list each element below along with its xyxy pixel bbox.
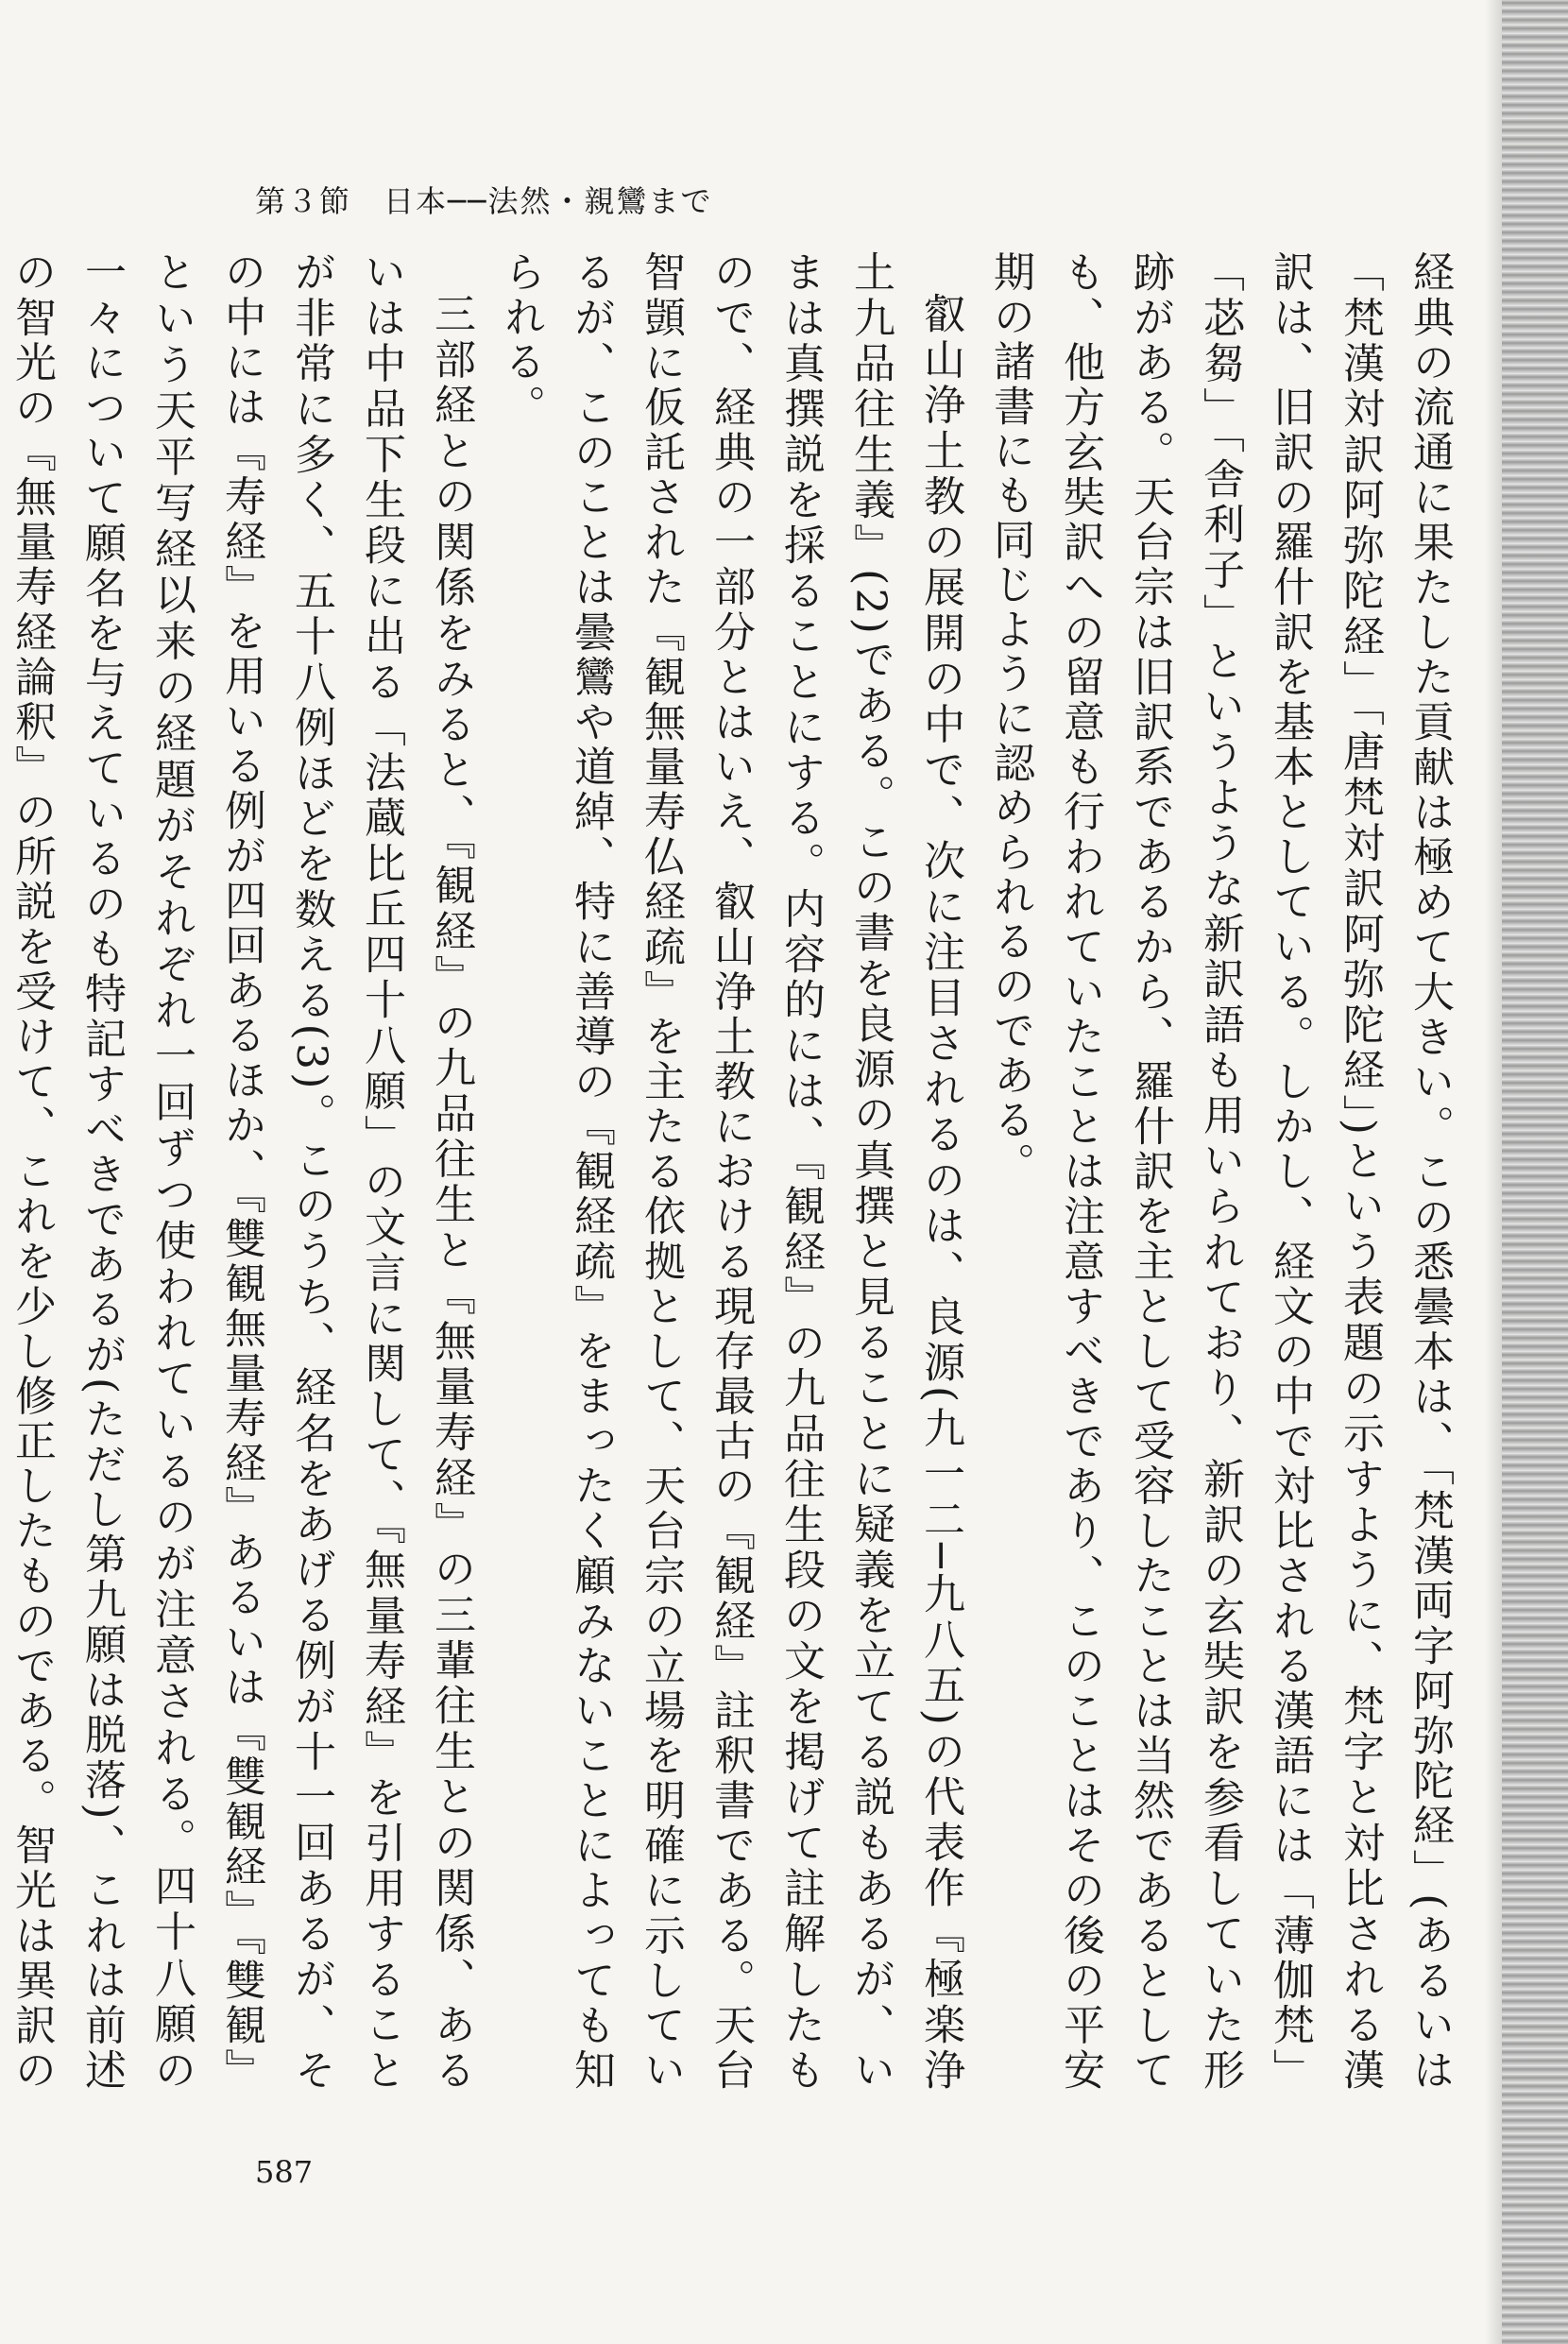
running-head: 第３節 日本──法然・親鸞まで xyxy=(255,183,713,219)
body-text xyxy=(8,250,1464,2093)
page-gutter-shadow xyxy=(1485,0,1502,2344)
paragraph-1: 経典の流通に果たした貢献は極めて大きい。この悉曇本は、「梵漢両字阿弥陀経」(あるいは「梵漢対訳阿弥陀経」「唐梵対訳阿弥陀経」)という表題の示すように、梵字と対比される漢訳は、旧訳の羅什訳を基本としている。しかし、経文の中で対比される漢語には「薄伽梵」「苾芻」「舎利子」というような新訳語も用いられており、新訳の玄奘訳を参看していた形跡がある。天台宗は旧訳系であるから、羅什訳を主として受容したことは当然であるとしても、他方玄奘訳への留意も行われていたことは注意すべきであり、このことはその後の平安期の諸書にも同じように認められるのである。 xyxy=(986,250,1454,2093)
page-number: 587 xyxy=(255,2154,314,2190)
paragraph-2: 叡山浄土教の展開の中で、次に注目されるのは、良源(九一二─九八五)の代表作『極楽浄土九品往生義』(2)である。この書を良源の真撰と見ることに疑義を立てる説もあるが、いまは真撰説を採ることにする。内容的には、『観経』の九品往生段の文を掲げて註解したもので、経典の一部分とはいえ、叡山浄土教における現存最古の『観経』註釈書である。天台智顗に仮託された『観無量寿仏経疏』を主たる依拠として、天台宗の立場を明確に示しているが、このことは曇鸞や道綽、特に善導の『観経疏』をまったく顧みないことによっても知られる。 xyxy=(497,250,964,2093)
paragraph-3: 三部経との関係をみると、『観経』の九品往生と『無量寿経』の三輩往生との関係、あるいは中品下生段に出る「法蔵比丘四十八願」の文言に関して、『無量寿経』を引用することが非常に多く、五十八例ほどを数える(3)。このうち、経名をあげる例が十一回あるが、その中には『寿経』を用いる例が四回あるほか、『雙観無量寿経』あるいは『雙観経』『雙観』という天平写経以来の経題がそれぞれ一回ずつ使われているのが注意される。四十八願の一々について願名を与えているのも特記すべきであるが(ただし第九願は脱落)、これは前述の智光の『無量寿経論釈』の所説を受けて、これを少し修正したものである。智光は異訳の xyxy=(8,250,475,2093)
page-edge-shadow xyxy=(1502,0,1568,2344)
